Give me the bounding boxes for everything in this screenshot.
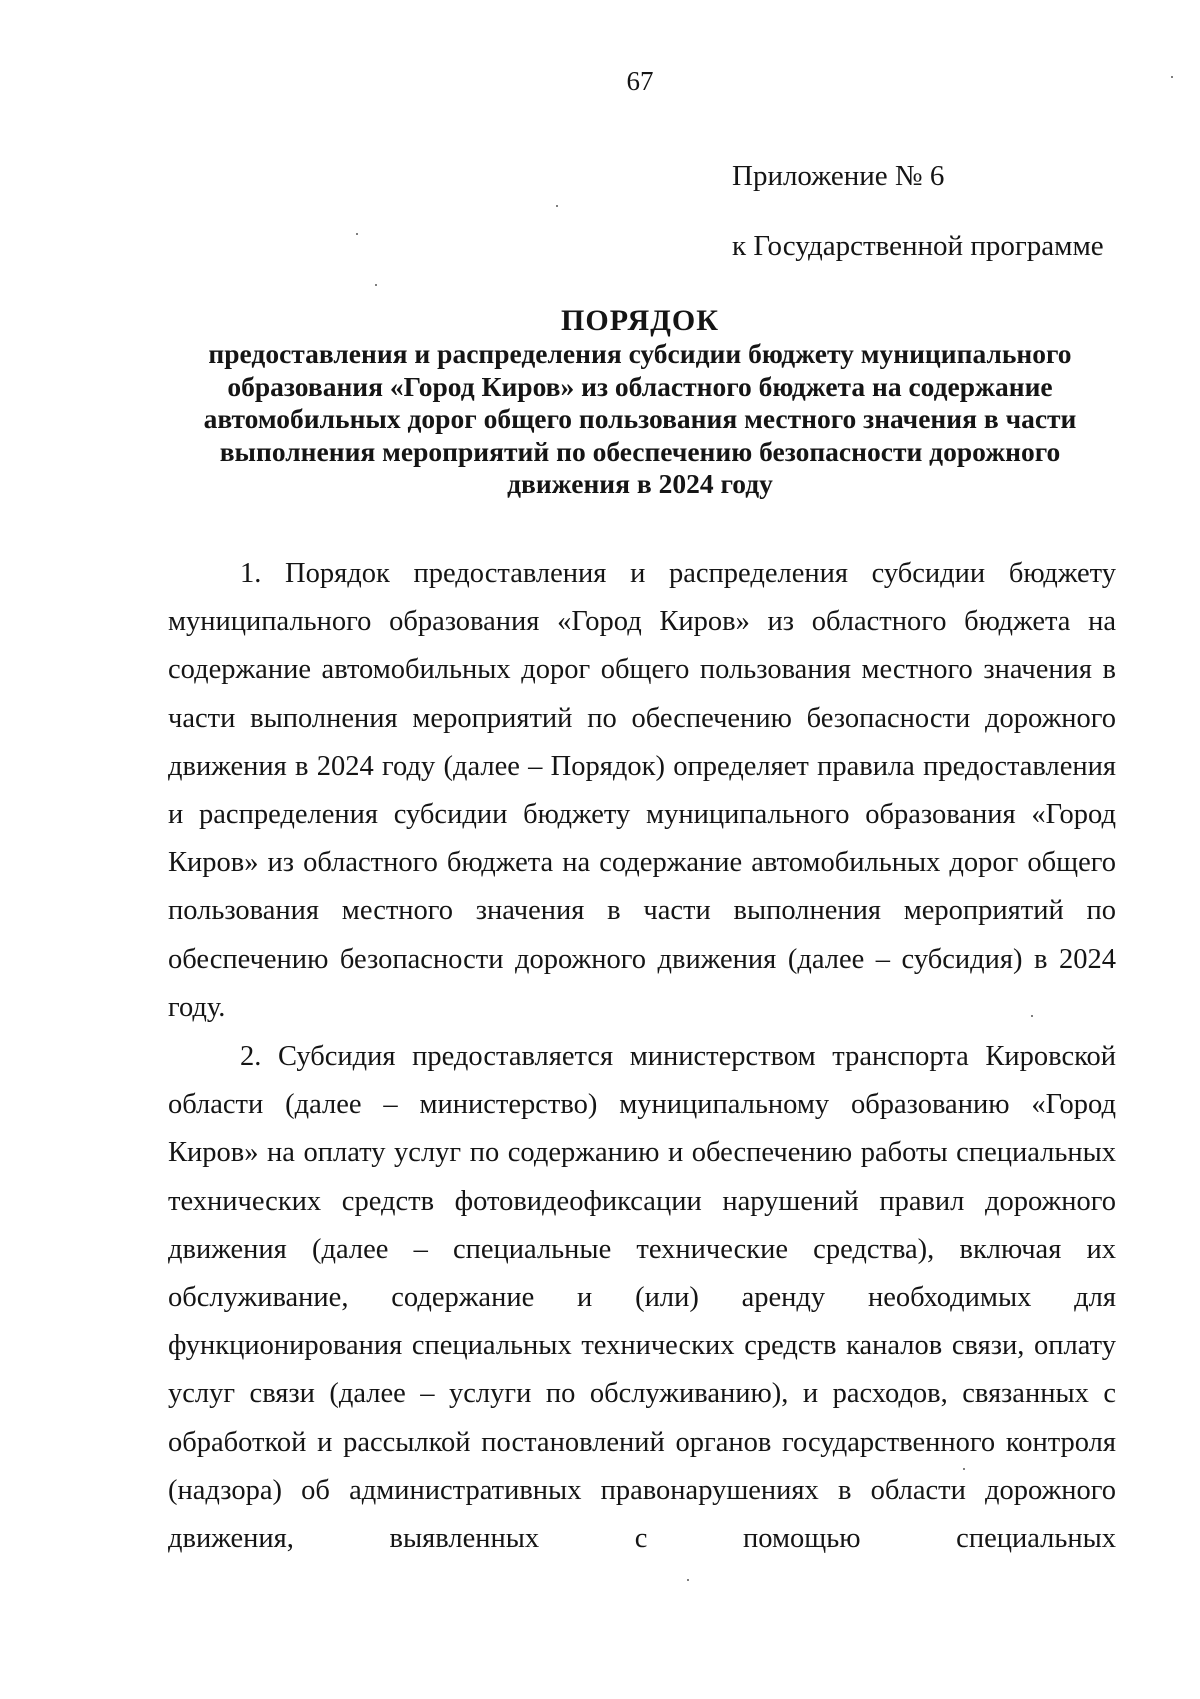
scan-speck bbox=[1031, 1015, 1033, 1017]
title-subtitle-line: выполнения мероприятий по обеспечению безопасности дорожного bbox=[219, 435, 1061, 467]
title-subtitle-line: движения в 2024 году bbox=[507, 468, 773, 499]
scan-speck bbox=[1171, 76, 1173, 78]
scan-speck bbox=[356, 233, 358, 235]
title-subtitle-line: образования «Город Киров» из областного бюджета на содержание bbox=[227, 370, 1053, 402]
document-title bbox=[170, 304, 1110, 501]
scan-speck bbox=[556, 205, 558, 207]
appendix-reference: к Государственной программе bbox=[732, 230, 1104, 262]
title-heading: ПОРЯДОК bbox=[561, 304, 719, 337]
scan-speck bbox=[375, 284, 377, 286]
scan-speck bbox=[687, 1579, 689, 1581]
appendix-label: Приложение № 6 bbox=[732, 160, 945, 192]
body-paragraph: 2. Субсидия предоставляется министерством транспорта Кировской области (далее – министерство) муниципальному образованию «Город Киров» на оплату услуг по содержанию и обеспечению работы специальных технических средств фотовидеофиксации нарушений правил дорожного движения (далее – специальные технические средства), включая их обслуживание, содержание и (или) аренду необходимых для функционирования специальных технических средств каналов связи, оплату услуг связи (далее – услуги по обслуживанию), и расходов, связанных с обработкой и рассылкой постановлений органов государственного контроля (надзора) об административных правонарушениях в области дорожного движения, выявленных с помощью специальных bbox=[168, 1041, 1116, 1555]
title-subtitle-line: предоставления и распределения субсидии бюджету муниципального bbox=[208, 338, 1072, 369]
page-number: 67 bbox=[626, 66, 654, 96]
scan-speck bbox=[963, 1468, 965, 1470]
body-paragraph: 1. Порядок предоставления и распределения субсидии бюджету муниципального образования «Город Киров» из областного бюджета на содержание автомобильных дорог общего пользования местного значения в части выполнения мероприятий по обеспечению безопасности дорожного движения в 2024 году (далее – Порядок) определяет правила предоставления и распределения субсидии бюджету муниципального образования «Город Киров» из областного бюджета на содержание автомобильных дорог общего пользования местного значения в части выполнения мероприятий по обеспечению безопасности дорожного движения (далее – субсидия) в 2024 году. bbox=[168, 558, 1116, 1023]
title-subtitle-line: автомобильных дорог общего пользования местного значения в части bbox=[203, 403, 1077, 434]
document-body bbox=[168, 550, 1116, 1563]
